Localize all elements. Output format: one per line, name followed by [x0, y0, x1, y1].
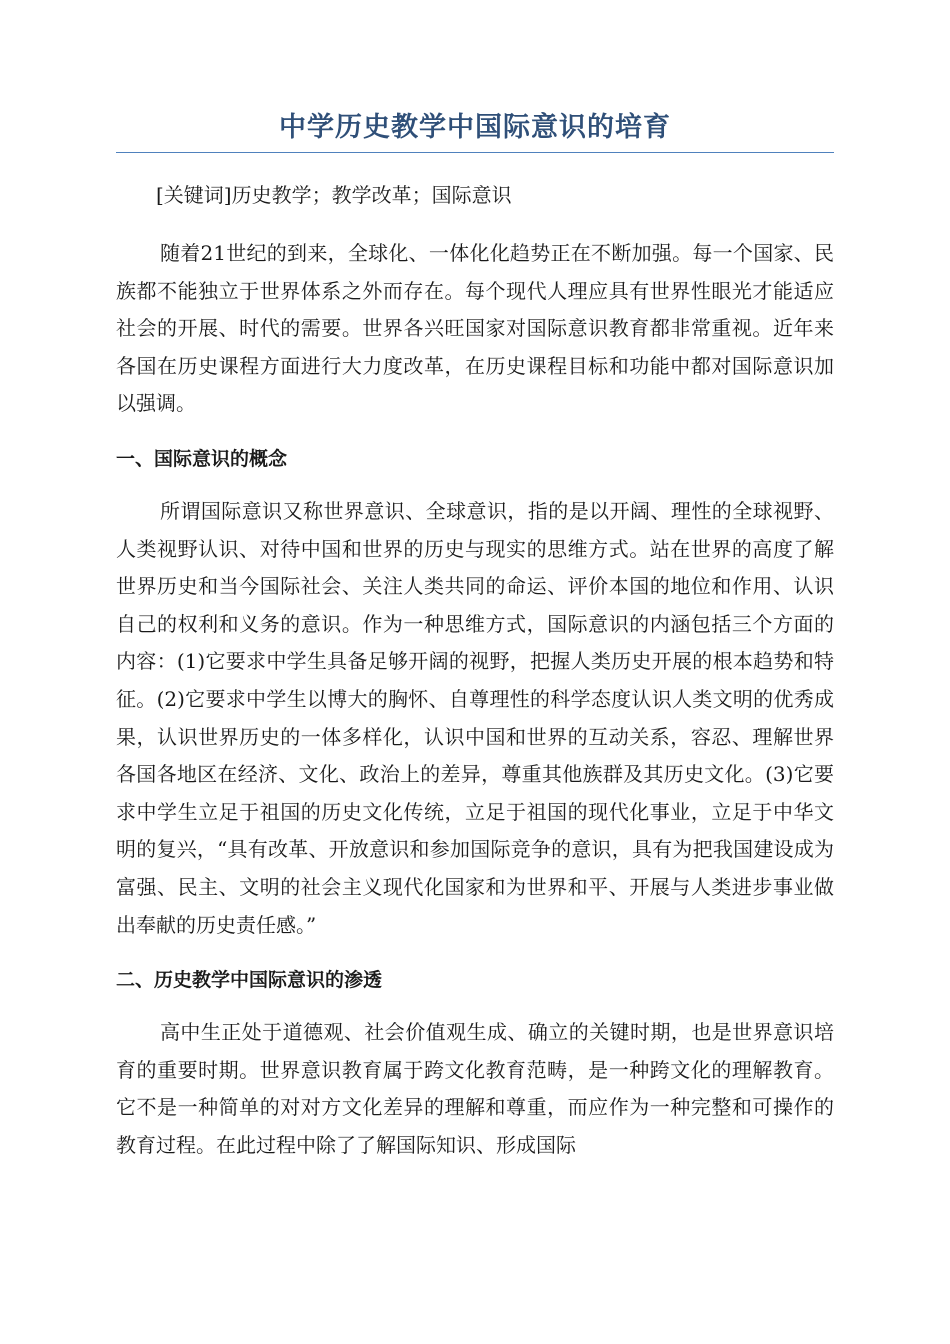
infiltration-paragraph: 高中生正处于道德观、社会价值观生成、确立的关键时期，也是世界意识培育的重要时期。世界意识教育属于跨文化教育范畴，是一种跨文化的理解教育。它不是一种简单的对对方文化差异的理解和尊重，而应作为一种完整和可操作的教育过程。在此过程中除了了解国际知识、形成国际: [116, 1020, 834, 1157]
document-title: 中学历史教学中国际意识的培育: [116, 108, 834, 153]
intro-paragraph: 随着21世纪的到来，全球化、一体化化趋势正在不断加强。每一个国家、民族都不能独立于世界体系之外而存在。每个现代人理应具有世界性眼光才能适应社会的开展、时代的需要。世界各兴旺国家对国际意识教育都非常重视。近年来各国在历史课程方面进行大力度改革，在历史课程目标和功能中都对国际意识加以强调。: [116, 241, 834, 416]
section-heading-concept: 一、国际意识的概念: [116, 447, 288, 470]
keywords-line: [关键词]历史教学；教学改革；国际意识: [156, 183, 512, 207]
section-heading-infiltration: 二、历史教学中国际意识的渗透: [116, 969, 383, 992]
concept-paragraph: 所谓国际意识又称世界意识、全球意识，指的是以开阔、理性的全球视野、人类视野认识、对待中国和世界的历史与现实的思维方式。站在世界的高度了解世界历史和当今国际社会、关注人类共同的命运、评价本国的地位和作用、认识自己的权利和义务的意识。作为一种思维方式，国际意识的内涵包括三个方面的内容：(1)它要求中学生具备足够开阔的视野，把握人类历史开展的根本趋势和特征。(2)它要求中学生以博大的胸怀、自尊理性的科学态度认识人类文明的优秀成果，认识世界历史的一体多样化，认识中国和世界的互动关系，容忍、理解世界各国各地区在经济、文化、政治上的差异，尊重其他族群及其历史文化。(3)它要求中学生立足于祖国的历史文化传统，立足于祖国的现代化事业，立足于中华文明的复兴，“具有改革、开放意识和参加国际竞争的意识，具有为把我国建设成为富强、民主、文明的社会主义现代化国家和为世界和平、开展与人类进步事业做出奉献的历史责任感。”: [116, 498, 834, 937]
document-page: [116, 108, 834, 1164]
